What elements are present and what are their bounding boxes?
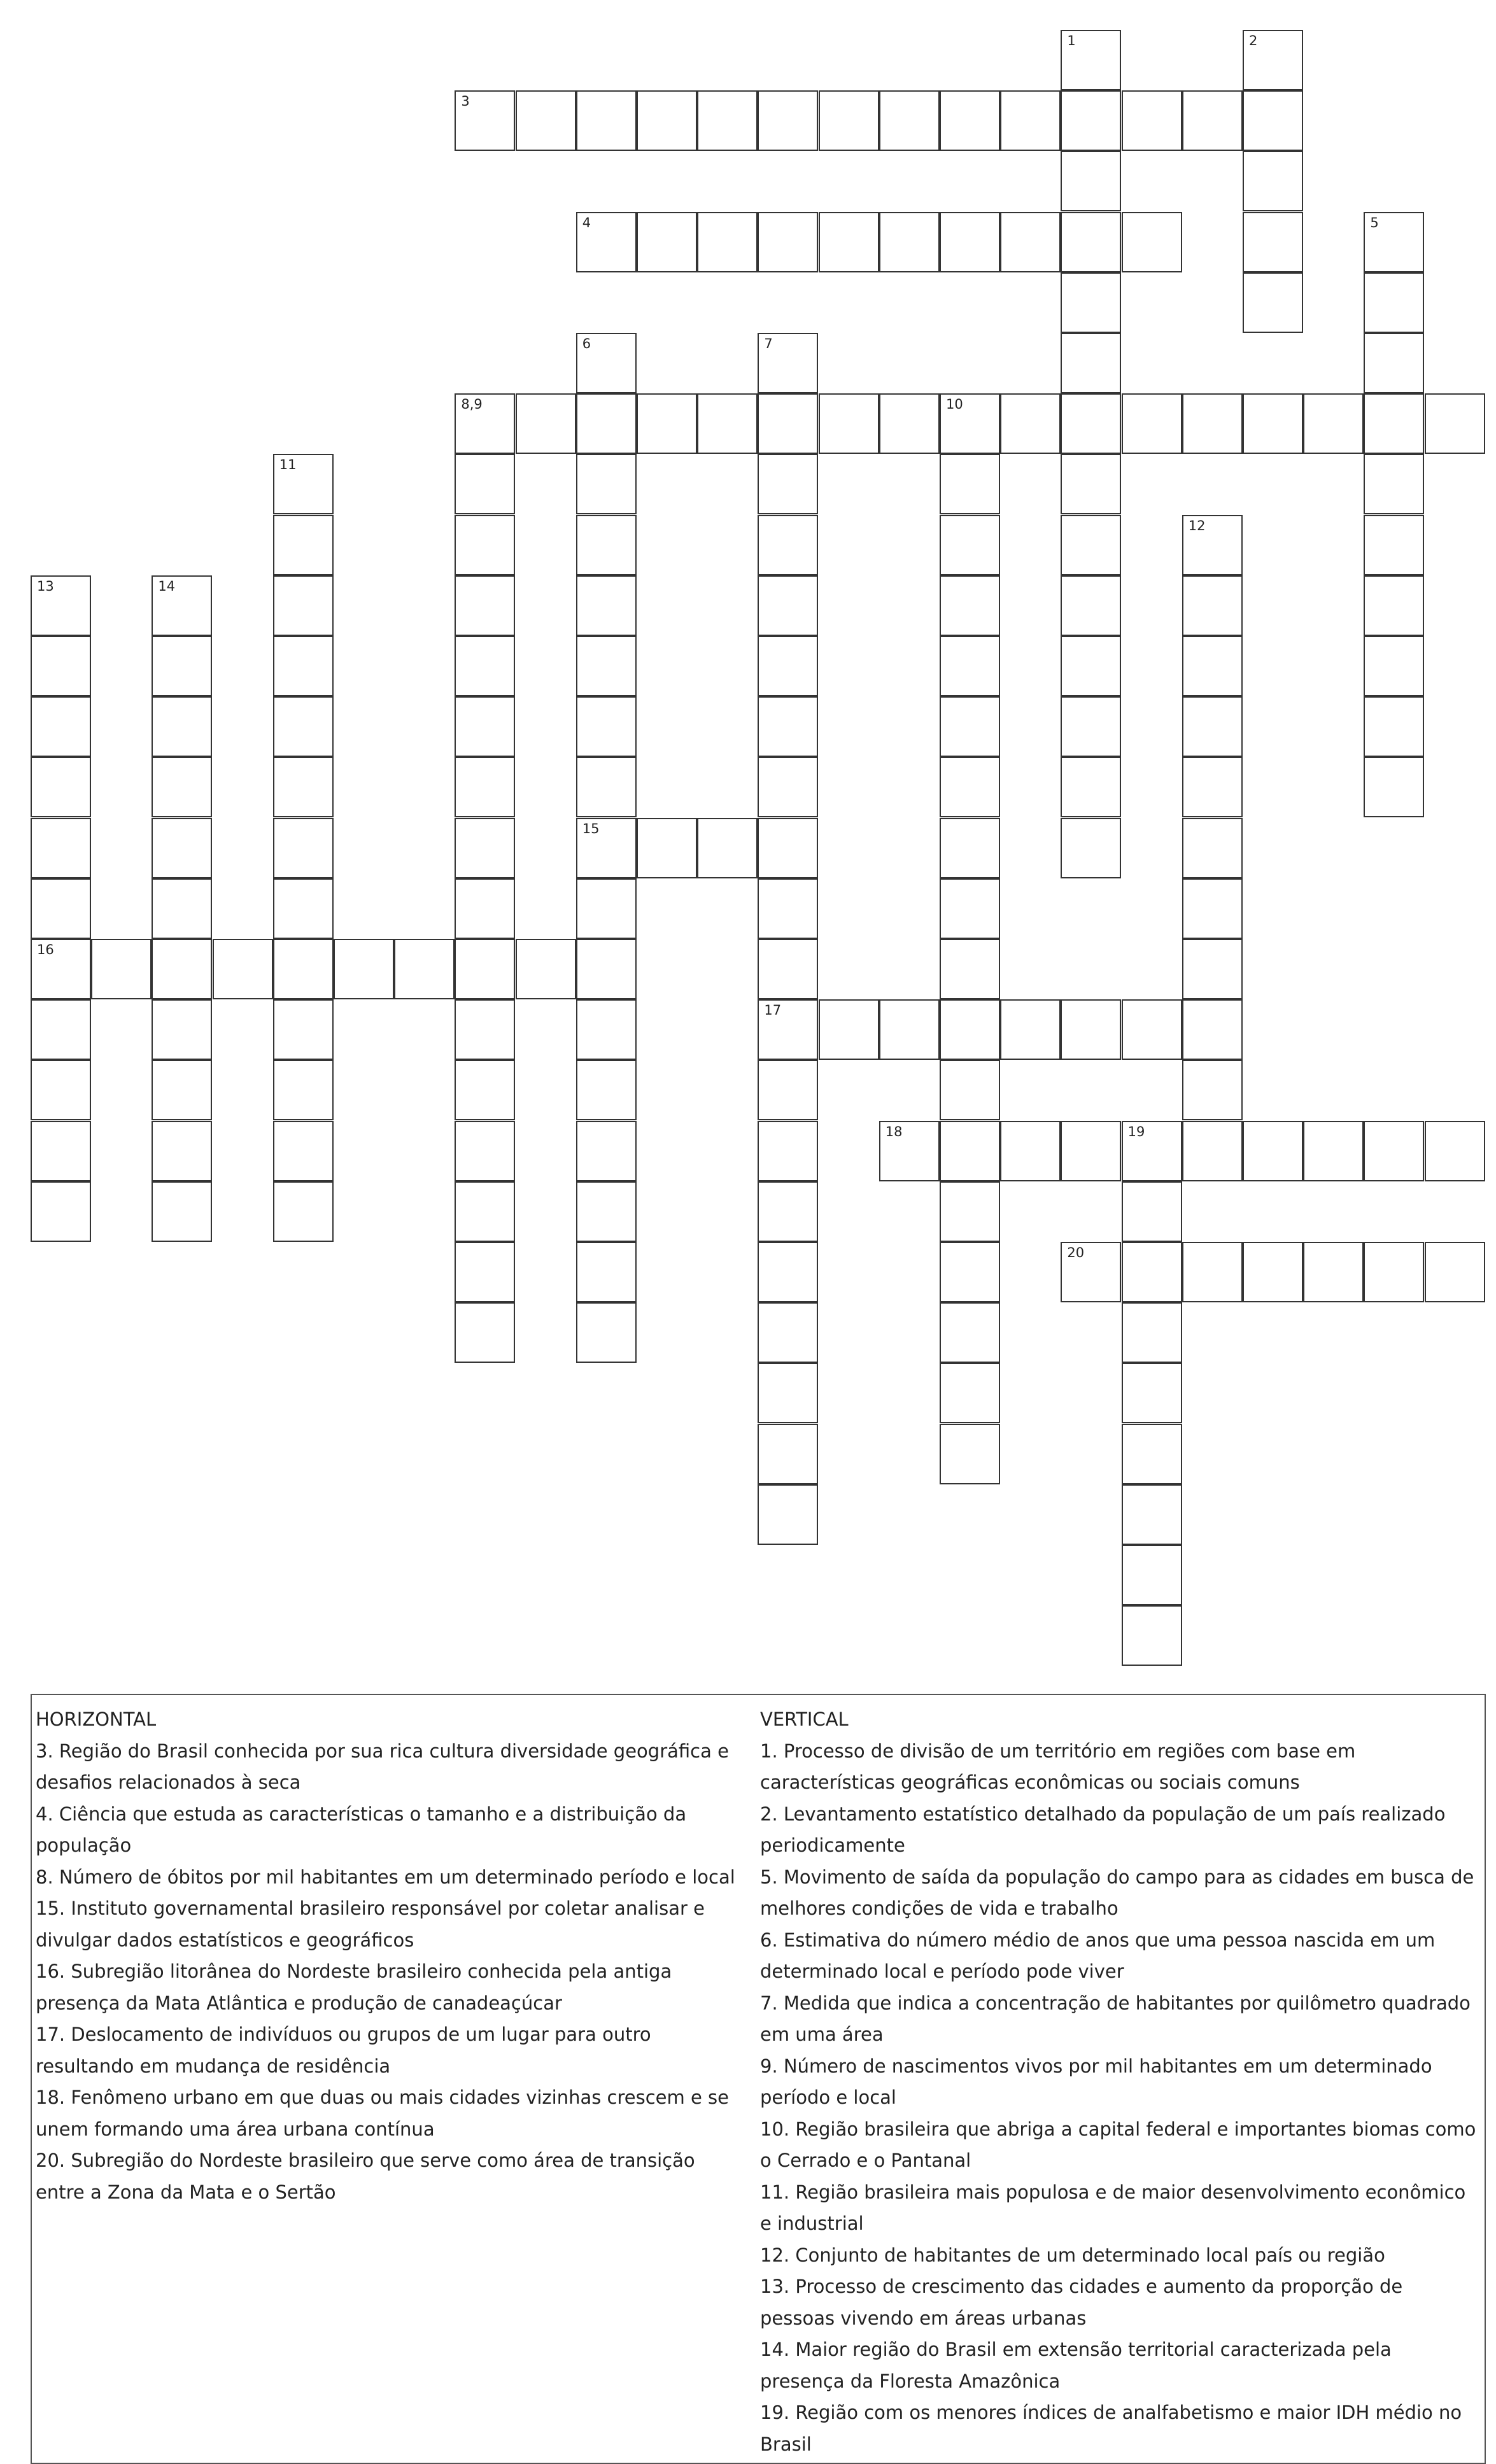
grid-cell[interactable] <box>1061 393 1121 454</box>
grid-cell[interactable] <box>758 212 818 272</box>
grid-cell[interactable] <box>455 878 515 939</box>
grid-cell[interactable] <box>213 939 273 999</box>
clue-number: 10 <box>946 397 963 412</box>
grid-cell[interactable] <box>576 878 637 939</box>
grid-cell[interactable] <box>758 333 818 393</box>
clue-number: 4 <box>582 215 591 230</box>
grid-cell[interactable] <box>940 636 1000 696</box>
vertical-heading: VERTICAL <box>760 1708 849 1730</box>
grid-cell[interactable] <box>940 393 1000 454</box>
grid-cell[interactable] <box>455 1242 515 1302</box>
grid-cell[interactable] <box>152 878 212 939</box>
grid-cell[interactable] <box>758 818 818 878</box>
grid-cell[interactable] <box>1425 1121 1485 1181</box>
grid-cell[interactable] <box>152 1181 212 1242</box>
clue-number: 14 <box>158 578 176 594</box>
grid-cell[interactable] <box>576 454 637 514</box>
grid-cell[interactable] <box>940 939 1000 999</box>
grid-cell[interactable] <box>273 575 334 636</box>
grid-cell[interactable] <box>940 1424 1000 1484</box>
grid-cell[interactable] <box>455 1060 515 1120</box>
grid-cell[interactable] <box>273 636 334 696</box>
grid-cell[interactable] <box>1061 272 1121 333</box>
clue-number: 3 <box>461 94 470 109</box>
grid-cell[interactable] <box>1243 272 1303 333</box>
grid-cell[interactable] <box>1122 90 1182 151</box>
grid-cell[interactable] <box>576 515 637 575</box>
grid-cell[interactable] <box>1182 1121 1243 1181</box>
horizontal-clues <box>32 1704 749 2208</box>
grid-cell[interactable] <box>1000 90 1061 151</box>
clue-across-8: 8. Número de óbitos por mil habitantes em um determinado período e local <box>36 1866 735 1888</box>
grid-cell[interactable] <box>758 1060 818 1120</box>
grid-cell[interactable] <box>455 90 515 151</box>
grid-cell[interactable] <box>1182 878 1243 939</box>
grid-cell[interactable] <box>455 575 515 636</box>
grid-cell[interactable] <box>1122 1242 1182 1302</box>
grid-cell[interactable] <box>1061 151 1121 211</box>
grid-cell[interactable] <box>758 515 818 575</box>
grid-cell[interactable] <box>697 90 758 151</box>
grid-cell[interactable] <box>516 939 576 999</box>
grid-cell[interactable] <box>1122 1302 1182 1363</box>
clue-down-1: 1. Processo de divisão de um território em regiões com base em características geográficas econômicas ou sociais comuns <box>760 1740 1356 1793</box>
clue-down-9: 9. Número de nascimentos vivos por mil habitantes em um determinado período e local <box>760 2055 1432 2108</box>
grid-cell[interactable] <box>879 393 940 454</box>
grid-cell[interactable] <box>1182 1242 1243 1302</box>
grid-cell[interactable] <box>1122 1605 1182 1666</box>
grid-cell[interactable] <box>31 878 91 939</box>
grid-cell[interactable] <box>152 696 212 757</box>
grid-cell[interactable] <box>1061 90 1121 151</box>
grid-cell[interactable] <box>758 999 818 1060</box>
grid-cell[interactable] <box>940 1363 1000 1423</box>
grid-cell[interactable] <box>1364 757 1424 817</box>
grid-cell[interactable] <box>940 454 1000 514</box>
grid-cell[interactable] <box>1061 636 1121 696</box>
grid-cell[interactable] <box>1243 1121 1303 1181</box>
grid-cell[interactable] <box>758 636 818 696</box>
grid-cell[interactable] <box>273 818 334 878</box>
grid-cell[interactable] <box>1061 212 1121 272</box>
clue-number: 15 <box>582 820 600 836</box>
grid-cell[interactable] <box>1243 1242 1303 1302</box>
grid-cell[interactable] <box>455 454 515 514</box>
grid-cell[interactable] <box>1061 575 1121 636</box>
clue-number: 6 <box>582 336 591 351</box>
grid-cell[interactable] <box>1425 1242 1485 1302</box>
grid-cell[interactable] <box>1000 999 1061 1060</box>
grid-cell[interactable] <box>576 333 637 393</box>
grid-cell[interactable] <box>1000 393 1061 454</box>
grid-cell[interactable] <box>31 818 91 878</box>
grid-cell[interactable] <box>576 1181 637 1242</box>
grid-cell[interactable] <box>31 757 91 817</box>
grid-cell[interactable] <box>31 1121 91 1181</box>
grid-cell[interactable] <box>1182 757 1243 817</box>
grid-cell[interactable] <box>1122 212 1182 272</box>
grid-cell[interactable] <box>1303 1242 1364 1302</box>
grid-cell[interactable] <box>516 393 576 454</box>
grid-cell[interactable] <box>758 878 818 939</box>
grid-cell[interactable] <box>819 393 879 454</box>
grid-cell[interactable] <box>1425 393 1485 454</box>
grid-cell[interactable] <box>31 696 91 757</box>
grid-cell[interactable] <box>1182 90 1243 151</box>
grid-cell[interactable] <box>152 1060 212 1120</box>
grid-cell[interactable] <box>1182 939 1243 999</box>
grid-cell[interactable] <box>273 515 334 575</box>
grid-cell[interactable] <box>273 999 334 1060</box>
clue-across-3: 3. Região do Brasil conhecida por sua rica cultura diversidade geográfica e desafios relacionados à seca <box>36 1740 729 1793</box>
clue-down-19: 19. Região com os menores índices de analfabetismo e maior IDH médio no Brasil <box>760 2402 1462 2455</box>
clue-down-6: 6. Estimativa do número médio de anos que uma pessoa nascida em um determinado local e período pode viver <box>760 1929 1436 1982</box>
clue-down-2: 2. Levantamento estatístico detalhado da população de um país realizado periodicamente <box>760 1803 1446 1856</box>
grid-cell[interactable] <box>31 1060 91 1120</box>
grid-cell[interactable] <box>455 1121 515 1181</box>
grid-cell[interactable] <box>1061 515 1121 575</box>
clue-number: 5 <box>1370 215 1379 230</box>
grid-cell[interactable] <box>1182 515 1243 575</box>
grid-cell[interactable] <box>1061 1242 1121 1302</box>
grid-cell[interactable] <box>758 1302 818 1363</box>
clue-down-10: 10. Região brasileira que abriga a capital federal e importantes biomas como o Cerrado e o Pantanal <box>760 2118 1476 2171</box>
clue-number: 1 <box>1067 33 1076 48</box>
grid-cell[interactable] <box>31 1181 91 1242</box>
grid-cell[interactable] <box>31 999 91 1060</box>
clue-number: 2 <box>1249 33 1258 48</box>
grid-cell[interactable] <box>637 393 697 454</box>
grid-cell[interactable] <box>1243 393 1303 454</box>
grid-cell[interactable] <box>576 696 637 757</box>
grid-cell[interactable] <box>758 454 818 514</box>
grid-cell[interactable] <box>334 939 394 999</box>
grid-cell[interactable] <box>1061 818 1121 878</box>
grid-cell[interactable] <box>1122 999 1182 1060</box>
grid-cell[interactable] <box>576 90 637 151</box>
grid-cell[interactable] <box>940 878 1000 939</box>
clue-number: 11 <box>279 457 297 473</box>
grid-cell[interactable] <box>1000 1121 1061 1181</box>
clue-number: 19 <box>1127 1123 1145 1139</box>
grid-cell[interactable] <box>758 1484 818 1545</box>
clue-down-12: 12. Conjunto de habitantes de um determinado local país ou região <box>760 2244 1385 2266</box>
grid-cell[interactable] <box>1182 636 1243 696</box>
grid-cell[interactable] <box>940 1302 1000 1363</box>
grid-cell[interactable] <box>455 636 515 696</box>
vertical-clues <box>760 1704 1479 2460</box>
grid-cell[interactable] <box>273 878 334 939</box>
grid-cell[interactable] <box>152 1121 212 1181</box>
clue-across-20: 20. Subregião do Nordeste brasileiro que serve como área de transição entre a Zona da Mata e o Sertão <box>36 2150 695 2203</box>
grid-cell[interactable] <box>273 757 334 817</box>
grid-cell[interactable] <box>576 575 637 636</box>
grid-cell[interactable] <box>1364 515 1424 575</box>
grid-cell[interactable] <box>879 90 940 151</box>
grid-cell[interactable] <box>1303 393 1364 454</box>
grid-cell[interactable] <box>819 999 879 1060</box>
grid-cell[interactable] <box>1122 393 1182 454</box>
grid-cell[interactable] <box>1182 575 1243 636</box>
grid-cell[interactable] <box>1122 1424 1182 1484</box>
grid-cell[interactable] <box>576 757 637 817</box>
grid-cell[interactable] <box>1364 696 1424 757</box>
grid-cell[interactable] <box>455 1302 515 1363</box>
grid-cell[interactable] <box>758 393 818 454</box>
grid-cell[interactable] <box>940 1181 1000 1242</box>
grid-cell[interactable] <box>940 1242 1000 1302</box>
grid-cell[interactable] <box>940 575 1000 636</box>
grid-cell[interactable] <box>940 212 1000 272</box>
grid-cell[interactable] <box>152 999 212 1060</box>
grid-cell[interactable] <box>273 1121 334 1181</box>
grid-cell[interactable] <box>1122 1121 1182 1181</box>
grid-cell[interactable] <box>940 757 1000 817</box>
grid-cell[interactable] <box>1182 696 1243 757</box>
grid-cell[interactable] <box>1243 90 1303 151</box>
grid-cell[interactable] <box>576 393 637 454</box>
grid-cell[interactable] <box>637 818 697 878</box>
grid-cell[interactable] <box>31 939 91 999</box>
grid-cell[interactable] <box>1182 999 1243 1060</box>
grid-cell[interactable] <box>394 939 455 999</box>
grid-cell[interactable] <box>455 696 515 757</box>
grid-cell[interactable] <box>1061 454 1121 514</box>
grid-cell[interactable] <box>273 454 334 514</box>
clue-number: 18 <box>885 1123 903 1139</box>
grid-cell[interactable] <box>697 212 758 272</box>
grid-cell[interactable] <box>576 1242 637 1302</box>
grid-cell[interactable] <box>879 999 940 1060</box>
grid-cell[interactable] <box>758 696 818 757</box>
clue-across-18: 18. Fenômeno urbano em que duas ou mais cidades vizinhas crescem e se unem formando uma área urbana contínua <box>36 2087 730 2140</box>
grid-cell[interactable] <box>152 636 212 696</box>
grid-cell[interactable] <box>576 636 637 696</box>
grid-cell[interactable] <box>1061 1121 1121 1181</box>
grid-cell[interactable] <box>940 1060 1000 1120</box>
grid-cell[interactable] <box>758 90 818 151</box>
grid-cell[interactable] <box>152 575 212 636</box>
grid-cell[interactable] <box>697 393 758 454</box>
grid-cell[interactable] <box>576 1302 637 1363</box>
grid-cell[interactable] <box>1364 272 1424 333</box>
grid-cell[interactable] <box>1243 151 1303 211</box>
grid-cell[interactable] <box>1364 333 1424 393</box>
grid-cell[interactable] <box>1061 333 1121 393</box>
clue-across-16: 16. Subregião litorânea do Nordeste brasileiro conhecida pela antiga presença da Mata Atlântica e produção de canadeaçúcar <box>36 1961 672 2014</box>
clue-across-15: 15. Instituto governamental brasileiro responsável por coletar analisar e divulgar dados estatísticos e geográficos <box>36 1897 705 1951</box>
grid-cell[interactable] <box>152 939 212 999</box>
grid-cell[interactable] <box>1122 1484 1182 1545</box>
clue-number: 13 <box>37 578 54 594</box>
grid-cell[interactable] <box>940 999 1000 1060</box>
clue-number: 16 <box>37 942 54 957</box>
clue-number: 20 <box>1067 1245 1085 1260</box>
clue-number: 17 <box>764 1003 782 1018</box>
grid-cell[interactable] <box>273 1181 334 1242</box>
clue-across-4: 4. Ciência que estuda as características o tamanho e a distribuição da população <box>36 1803 687 1856</box>
grid-cell[interactable] <box>1182 818 1243 878</box>
grid-cell[interactable] <box>940 515 1000 575</box>
grid-cell[interactable] <box>1122 1363 1182 1423</box>
grid-cell[interactable] <box>455 393 515 454</box>
clue-down-11: 11. Região brasileira mais populosa e de maior desenvolvimento econômico e industrial <box>760 2181 1466 2234</box>
grid-cell[interactable] <box>758 1242 818 1302</box>
grid-cell[interactable] <box>31 575 91 636</box>
grid-cell[interactable] <box>819 90 879 151</box>
grid-cell[interactable] <box>273 696 334 757</box>
grid-cell[interactable] <box>576 939 637 999</box>
grid-cell[interactable] <box>1364 454 1424 514</box>
grid-cell[interactable] <box>1182 1060 1243 1120</box>
grid-cell[interactable] <box>1122 1181 1182 1242</box>
grid-cell[interactable] <box>91 939 152 999</box>
horizontal-heading: HORIZONTAL <box>36 1708 157 1730</box>
grid-cell[interactable] <box>879 212 940 272</box>
grid-cell[interactable] <box>273 1060 334 1120</box>
grid-cell[interactable] <box>1303 1121 1364 1181</box>
grid-cell[interactable] <box>576 1060 637 1120</box>
clue-down-13: 13. Processo de crescimento das cidades e aumento da proporção de pessoas vivendo em áreas urbanas <box>760 2276 1403 2329</box>
grid-cell[interactable] <box>940 696 1000 757</box>
grid-cell[interactable] <box>1243 30 1303 90</box>
grid-cell[interactable] <box>758 1363 818 1423</box>
grid-cell[interactable] <box>940 1121 1000 1181</box>
grid-cell[interactable] <box>576 999 637 1060</box>
grid-cell[interactable] <box>576 818 637 878</box>
grid-cell[interactable] <box>819 212 879 272</box>
grid-cell[interactable] <box>1364 1242 1424 1302</box>
grid-cell[interactable] <box>758 575 818 636</box>
clues-panel <box>31 1694 1486 2464</box>
clue-down-5: 5. Movimento de saída da população do campo para as cidades em busca de melhores condições de vida e trabalho <box>760 1866 1474 1919</box>
grid-cell[interactable] <box>879 1121 940 1181</box>
grid-cell[interactable] <box>758 757 818 817</box>
grid-cell[interactable] <box>1122 1545 1182 1605</box>
clue-number: 7 <box>764 336 773 351</box>
grid-cell[interactable] <box>455 1181 515 1242</box>
grid-cell[interactable] <box>1364 636 1424 696</box>
grid-cell[interactable] <box>1061 999 1121 1060</box>
grid-cell[interactable] <box>455 999 515 1060</box>
grid-cell[interactable] <box>1061 757 1121 817</box>
grid-cell[interactable] <box>1364 393 1424 454</box>
grid-cell[interactable] <box>576 1121 637 1181</box>
grid-cell[interactable] <box>1000 212 1061 272</box>
grid-cell[interactable] <box>1364 212 1424 272</box>
grid-cell[interactable] <box>516 90 576 151</box>
grid-cell[interactable] <box>1182 393 1243 454</box>
clue-down-14: 14. Maior região do Brasil em extensão territorial caracterizada pela presença da Floresta Amazônica <box>760 2339 1392 2392</box>
clue-down-7: 7. Medida que indica a concentração de habitantes por quilômetro quadrado em uma área <box>760 1992 1471 2045</box>
grid-cell[interactable] <box>1364 575 1424 636</box>
clue-number: 12 <box>1188 517 1206 533</box>
grid-cell[interactable] <box>758 939 818 999</box>
grid-cell[interactable] <box>1061 30 1121 90</box>
grid-cell[interactable] <box>455 818 515 878</box>
grid-cell[interactable] <box>455 515 515 575</box>
grid-cell[interactable] <box>455 757 515 817</box>
clue-across-17: 17. Deslocamento de indivíduos ou grupos de um lugar para outro resultando em mudança de residência <box>36 2024 651 2077</box>
grid-cell[interactable] <box>637 90 697 151</box>
grid-cell[interactable] <box>940 90 1000 151</box>
grid-cell[interactable] <box>576 212 637 272</box>
clue-number: 8,9 <box>461 397 483 412</box>
grid-cell[interactable] <box>1061 696 1121 757</box>
grid-cell[interactable] <box>152 818 212 878</box>
grid-cell[interactable] <box>152 757 212 817</box>
grid-cell[interactable] <box>455 939 515 999</box>
grid-cell[interactable] <box>273 939 334 999</box>
grid-cell[interactable] <box>758 1121 818 1181</box>
grid-cell[interactable] <box>758 1424 818 1484</box>
grid-cell[interactable] <box>758 1181 818 1242</box>
grid-cell[interactable] <box>1243 212 1303 272</box>
grid-cell[interactable] <box>1364 1121 1424 1181</box>
grid-cell[interactable] <box>697 818 758 878</box>
grid-cell[interactable] <box>637 212 697 272</box>
grid-cell[interactable] <box>31 636 91 696</box>
grid-cell[interactable] <box>940 818 1000 878</box>
